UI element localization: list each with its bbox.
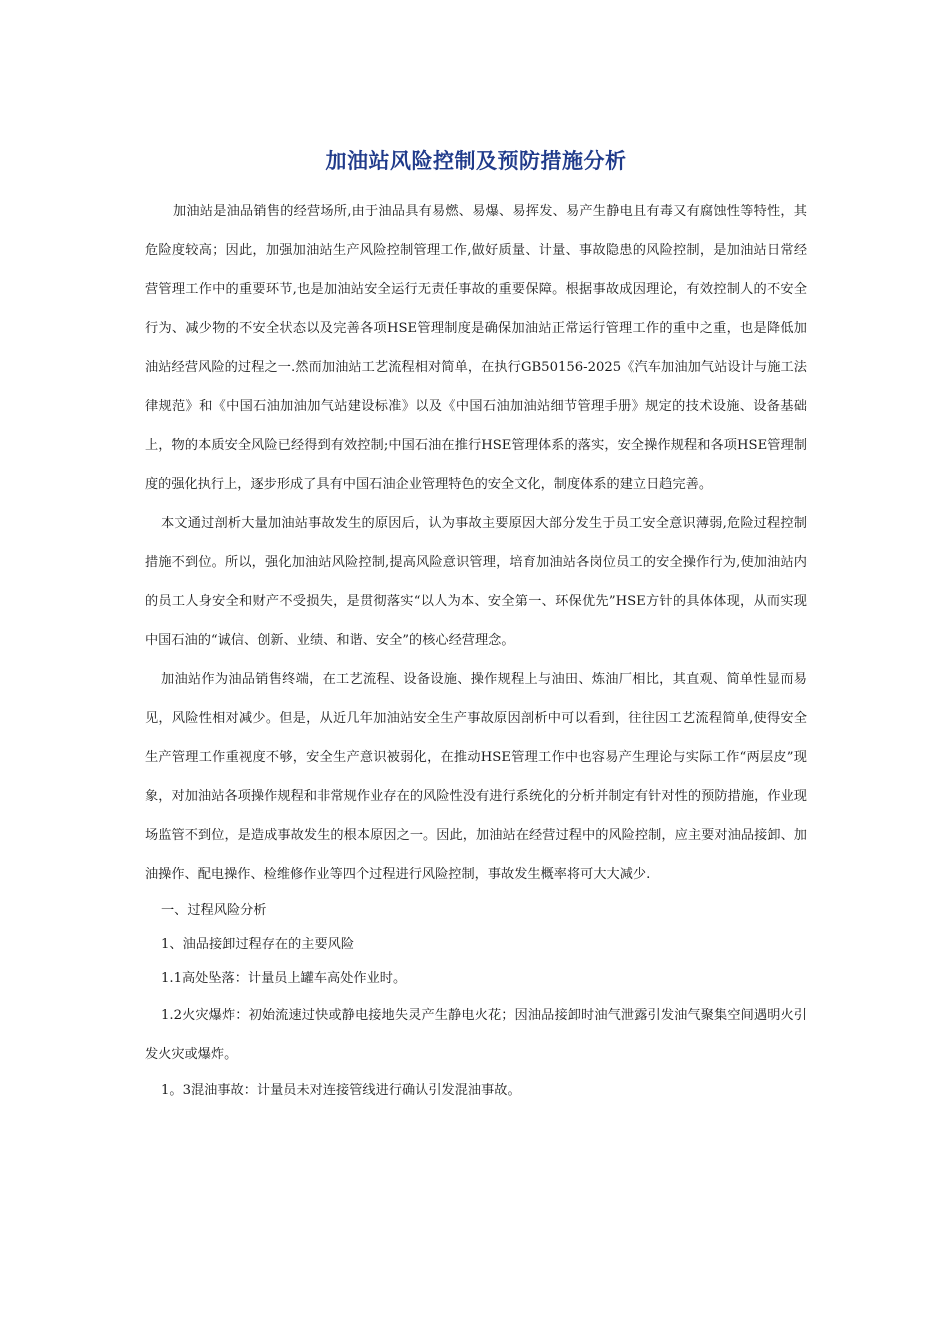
paragraph-intro: 加油站是油品销售的经营场所,由于油品具有易燃、易爆、易挥发、易产生静电且有毒又有腐蚀性等特性，其危险度较高；因此，加强加油站生产风险控制管理工作,做好质量、计量、事故隐患的风险控制，是加油站日常经营管理工作中的重要环节,也是加油站安全运行无责任事故的重要保障。根据事故成因理论，有效控制人的不安全行为、减少物的不安全状态以及完善各项HSE管理制度是确保加油站正常运行管理工作的重中之重，也是降低加油站经营风险的过程之一.然而加油站工艺流程相对简单，在执行GB50156-2025《汽车加油加气站设计与施工法律规范》和《中国石油加油加气站建设标准》以及《中国石油加油站细节管理手册》规定的技术设施、设备基础上，物的本质安全风险已经得到有效控制;中国石油在推行HSE管理体系的落实，安全操作规程和各项HSE管理制度的强化执行上，逐步形成了具有中国石油企业管理特色的安全文化，制度体系的建立日趋完善。 — [145, 204, 807, 492]
document-title: 加油站风险控制及预防措施分析 — [325, 148, 627, 173]
item-fire-explosion-risk: 1.2火灾爆炸：初始流速过快或静电接地失灵产生静电火花；因油品接卸时油气泄露引发油气聚集空间遇明火引发火灾或爆炸。 — [145, 1008, 807, 1062]
paragraph-terminal: 加油站作为油品销售终端，在工艺流程、设备设施、操作规程上与油田、炼油厂相比，其直观、简单性显而易见，风险性相对减少。但是，从近几年加油站安全生产事故原因剖析中可以看到，往往因工艺流程简单,使得安全生产管理工作重视度不够，安全生产意识被弱化，在推动HSE管理工作中也容易产生理论与实际工作“两层皮”现象，对加油站各项操作规程和非常规作业存在的风险性没有进行系统化的分析并制定有针对性的预防措施，作业现场监管不到位，是造成事故发生的根本原因之一。因此，加油站在经营过程中的风险控制，应主要对油品接卸、加油操作、配电操作、检维修作业等四个过程进行风险控制，事故发生概率将可大大减少. — [145, 672, 807, 882]
paragraph-analysis: 本文通过剖析大量加油站事故发生的原因后，认为事故主要原因大部分发生于员工安全意识薄弱,危险过程控制措施不到位。所以，强化加油站风险控制,提高风险意识管理，培育加油站各岗位员工的安全操作行为,使加油站内的员工人身安全和财产不受损失，是贯彻落实“以人为本、安全第一、环保优先”HSE方针的具体体现，从而实现中国石油的“诚信、创新、业绩、和谐、安全”的核心经营理念。 — [145, 516, 807, 648]
document-body — [145, 142, 807, 1108]
section-heading-process-risk: 一、过程风险分析 — [161, 903, 267, 918]
item-oil-mixing-risk: 1。3混油事故：计量员未对连接管线进行确认引发混油事故。 — [161, 1083, 521, 1098]
item-fall-risk: 1.1高处坠落：计量员上罐车高处作业时。 — [161, 971, 407, 986]
subheading-unloading-risk: 1、油品接卸过程存在的主要风险 — [161, 937, 355, 952]
